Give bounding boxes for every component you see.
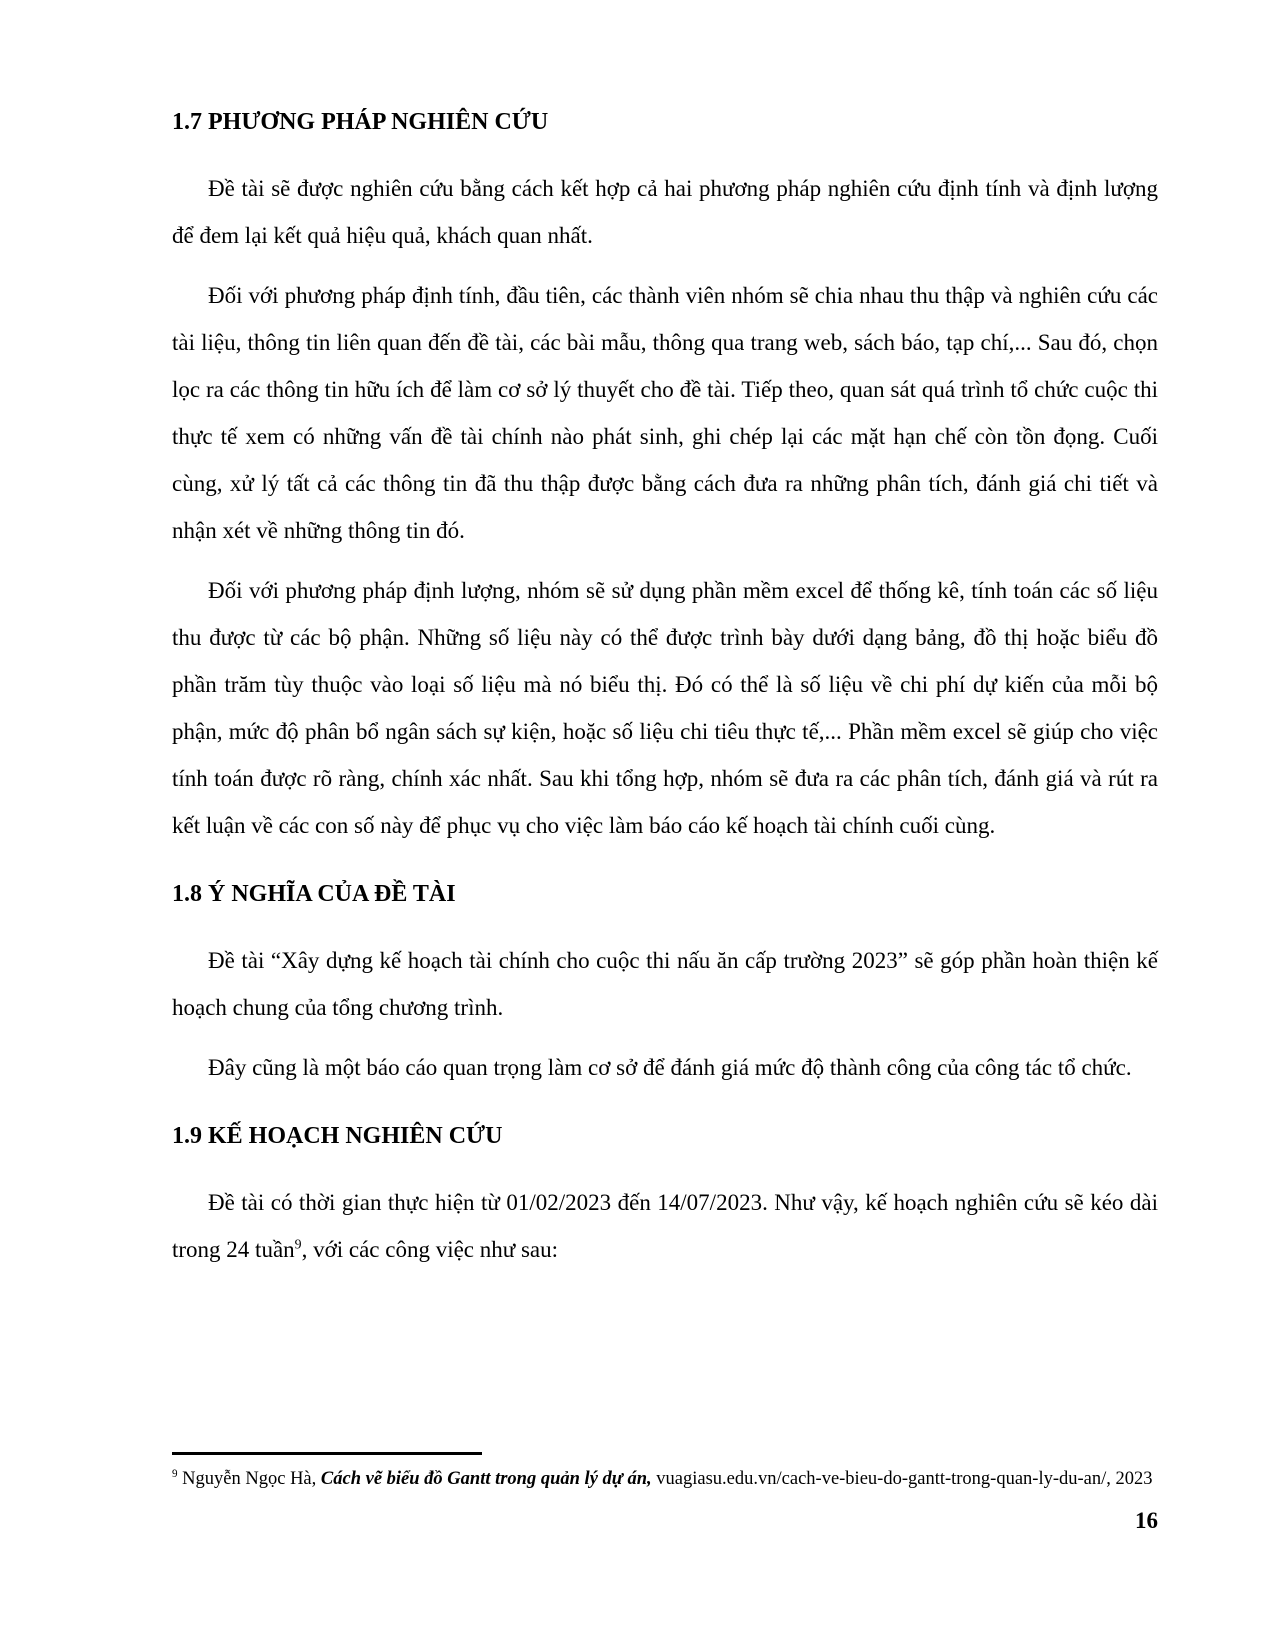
paragraph-significance-2: Đây cũng là một báo cáo quan trọng làm cơ sở để đánh giá mức độ thành công của công tác tổ chức.	[208, 1055, 1132, 1080]
footnote-separator-rule	[172, 1452, 482, 1455]
section-heading-1-8: 1.8 Ý NGHĨA CỦA ĐỀ TÀI	[172, 881, 456, 907]
paragraph-quantitative-method: Đối với phương pháp định lượng, nhóm sẽ sử dụng phần mềm excel để thống kê, tính toán các số liệu thu được từ các bộ phận. Những số liệu này có thể được trình bày dưới dạng bảng, đồ thị hoặc biểu đồ phần trăm tùy thuộc vào loại số liệu mà nó biểu thị. Đó có thể là số liệu về chi phí dự kiến của mỗi bộ phận, mức độ phân bổ ngân sách sự kiện, hoặc số liệu chi tiêu thực tế,... Phần mềm excel sẽ giúp cho việc tính toán được rõ ràng, chính xác nhất. Sau khi tổng hợp, nhóm sẽ đưa ra các phân tích, đánh giá và rút ra kết luận về các con số này để phục vụ cho việc làm báo cáo kế hoạch tài chính cuối cùng.	[172, 578, 1158, 838]
paragraph-qualitative-method: Đối với phương pháp định tính, đầu tiên, các thành viên nhóm sẽ chia nhau thu thập và nghiên cứu các tài liệu, thông tin liên quan đến đề tài, các bài mẫu, thông qua trang web, sách báo, tạp chí,... Sau đó, chọn lọc ra các thông tin hữu ích để làm cơ sở lý thuyết cho đề tài. Tiếp theo, quan sát quá trình tổ chức cuộc thi thực tế xem có những vấn đề tài chính nào phát sinh, ghi chép lại các mặt hạn chế còn tồn đọng. Cuối cùng, xử lý tất cả các thông tin đã thu thập được bằng cách đưa ra những phân tích, đánh giá chi tiết và nhận xét về những thông tin đó.	[172, 283, 1158, 543]
footnote-source: vuagiasu.edu.vn/cach-ve-bieu-do-gantt-trong-quan-ly-du-an/, 2023	[656, 1469, 1153, 1489]
section-heading-1-7: 1.7 PHƯƠNG PHÁP NGHIÊN CỨU	[172, 109, 549, 135]
footnote-author: Nguyễn Ngọc Hà,	[177, 1469, 321, 1489]
paragraph-text-before-footnote-ref: Đề tài có thời gian thực hiện từ 01/02/2023 đến 14/07/2023. Như vậy, kế hoạch nghiên cứu sẽ kéo dài trong 24 tuần	[172, 1190, 1158, 1262]
paragraph-significance-1: Đề tài “Xây dựng kế hoạch tài chính cho cuộc thi nấu ăn cấp trường 2023” sẽ góp phần hoàn thiện kế hoạch chung của tổng chương trình.	[172, 948, 1158, 1020]
paragraph-method-intro: Đề tài sẽ được nghiên cứu bằng cách kết hợp cả hai phương pháp nghiên cứu định tính và định lượng để đem lại kết quả hiệu quả, khách quan nhất.	[172, 176, 1158, 248]
page-number: 16	[1135, 1508, 1158, 1533]
section-heading-1-9: 1.9 KẾ HOẠCH NGHIÊN CỨU	[172, 1123, 503, 1149]
paragraph-research-plan	[172, 1179, 1158, 1273]
footnote-marker: 9	[172, 1467, 178, 1480]
footnote-reference-9: 9	[294, 1236, 302, 1252]
paragraph-text-after-footnote-ref: , với các công việc như sau:	[301, 1237, 559, 1262]
footnote	[172, 1464, 1158, 1495]
footnote-title: Cách vẽ biểu đồ Gantt trong quản lý dự án,	[320, 1469, 657, 1489]
document-body	[172, 0, 1158, 1286]
